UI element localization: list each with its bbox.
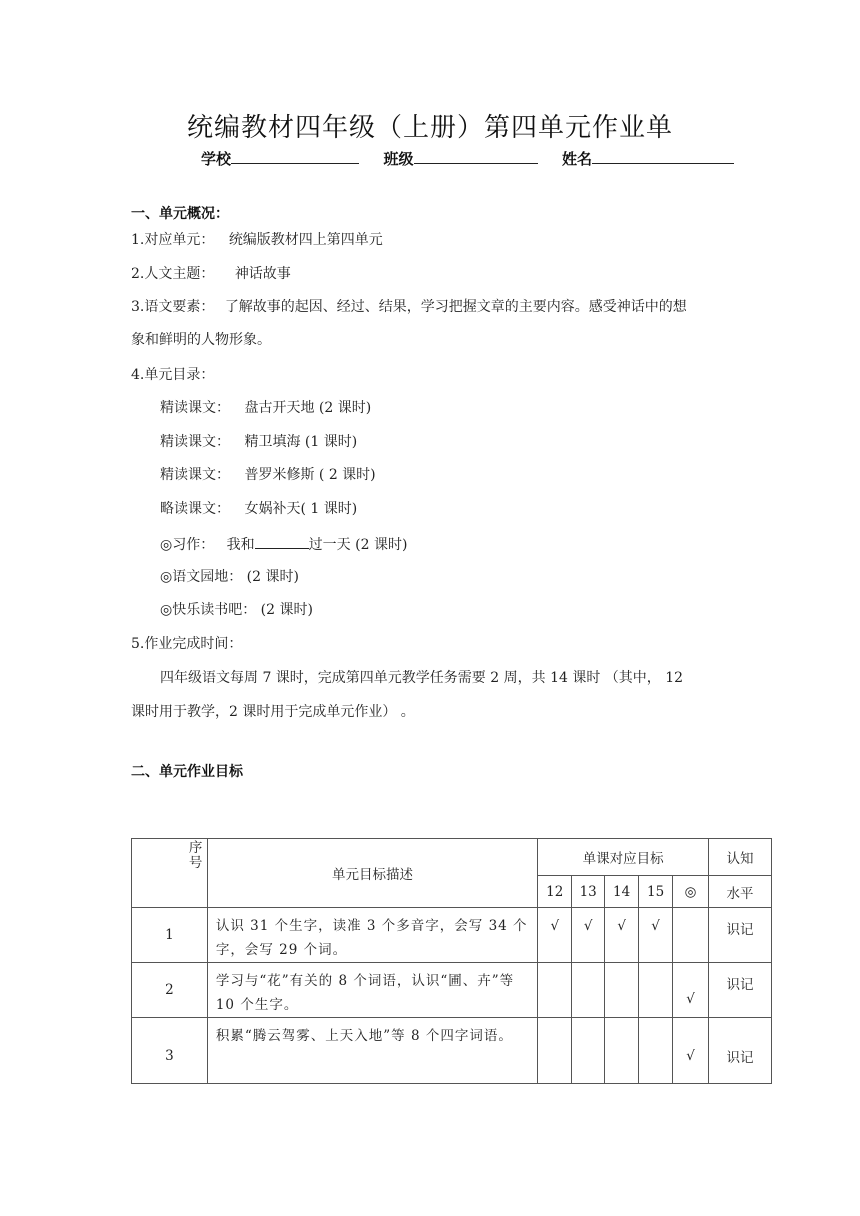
row-check	[673, 908, 709, 963]
class-label: 班级	[383, 150, 414, 168]
class-blank[interactable]	[414, 149, 538, 164]
row-num: 3	[132, 1018, 208, 1084]
row-check	[538, 963, 572, 1018]
row-num: 1	[132, 908, 208, 963]
catalog-item	[160, 500, 357, 518]
row-check: √	[673, 1018, 709, 1084]
section2-heading: 二、单元作业目标	[131, 764, 243, 780]
row-level: 识记	[709, 1018, 772, 1084]
sub-header: 14	[605, 876, 639, 908]
row-check	[572, 963, 605, 1018]
section1-heading: 一、单元概况：	[131, 206, 229, 222]
row-check: √	[538, 908, 572, 963]
row-level: 识记	[709, 908, 772, 963]
table-row	[132, 1018, 772, 1084]
row-check: √	[673, 963, 709, 1018]
row-check: √	[639, 908, 673, 963]
goals-table	[131, 838, 772, 1084]
reading-item: ◎快乐读书吧： (2 课时)	[160, 602, 313, 618]
table-row	[132, 963, 772, 1018]
row-check	[605, 963, 639, 1018]
name-label: 姓名	[561, 150, 592, 168]
row-level: 识记	[709, 963, 772, 1018]
catalog-type: 精读课文：	[160, 434, 230, 450]
elements-item	[131, 298, 687, 316]
time-line2: 课时用于教学，2 课时用于完成单元作业） 。	[131, 704, 415, 720]
row-check	[572, 1018, 605, 1084]
row-check	[538, 1018, 572, 1084]
desc-header: 单元目标描述	[207, 839, 537, 908]
unit-value: 统编版教材四上第四单元	[228, 232, 383, 248]
row-check	[639, 963, 673, 1018]
catalog-item	[160, 433, 357, 451]
elements-value-line1: 了解故事的起因、经过、结果，学习把握文章的主要内容。感受神话中的想	[224, 299, 687, 315]
catalog-title: 盘古开天地 (2 课时)	[244, 400, 372, 416]
elements-label: 3.语文要素：	[131, 299, 215, 315]
row-desc: 认识 31 个生字，读准 3 个多音字，会写 34 个字，会写 29 个词。	[207, 908, 537, 963]
row-desc: 学习与“花”有关的 8 个词语，认识“圃、卉”等 10 个生字。	[207, 963, 537, 1018]
name-blank[interactable]	[592, 149, 734, 164]
unit-item	[131, 231, 383, 249]
sub-header: 15	[639, 876, 673, 908]
table-row	[132, 908, 772, 963]
time-label: 5.作业完成时间：	[131, 636, 243, 652]
table-header-row	[132, 839, 772, 876]
row-check	[605, 1018, 639, 1084]
theme-value: 神话故事	[234, 266, 291, 282]
writing-post: 过一天 (2 课时)	[308, 537, 408, 553]
row-check	[639, 1018, 673, 1084]
catalog-type: 略读课文：	[160, 501, 230, 517]
student-info-fields	[201, 148, 734, 169]
seq-header: 序号	[188, 840, 203, 871]
catalog-title: 精卫填海 (1 课时)	[244, 434, 358, 450]
catalog-type: 精读课文：	[160, 467, 230, 483]
school-label: 学校	[201, 150, 232, 168]
sub-header: 13	[572, 876, 605, 908]
row-desc: 积累“腾云驾雾、上天入地”等 8 个四字词语。	[207, 1018, 537, 1084]
writing-item	[160, 534, 407, 554]
unit-label: 1.对应单元：	[131, 232, 215, 248]
catalog-item	[160, 399, 371, 417]
time-line1: 四年级语文每周 7 课时，完成第四单元教学任务需要 2 周，共 14 课时 （其中， 12	[160, 670, 684, 686]
row-check: √	[605, 908, 639, 963]
theme-item	[131, 265, 291, 283]
writing-pre: 我和	[226, 537, 255, 553]
theme-label: 2.人文主题：	[131, 266, 215, 282]
level-header-2: 水平	[709, 876, 772, 908]
catalog-title: 普罗米修斯 ( 2 课时)	[244, 467, 376, 483]
seq-header-cell	[132, 839, 208, 908]
catalog-item	[160, 466, 376, 484]
sub-header: 12	[538, 876, 572, 908]
garden-item: ◎语文园地： (2 课时)	[160, 569, 299, 585]
school-blank[interactable]	[231, 149, 359, 164]
writing-blank	[255, 534, 309, 549]
catalog-type: 精读课文：	[160, 400, 230, 416]
catalog-title: 女娲补天( 1 课时)	[244, 501, 358, 517]
level-header-1: 认知	[709, 839, 772, 876]
writing-label: ◎习作：	[160, 537, 215, 553]
catalog-label: 4.单元目录：	[131, 367, 215, 383]
elements-value-line2: 象和鲜明的人物形象。	[131, 332, 271, 348]
document-title: 统编教材四年级（上册）第四单元作业单	[186, 113, 673, 143]
row-check: √	[572, 908, 605, 963]
sub-header: ◎	[673, 876, 709, 908]
targets-header: 单课对应目标	[538, 839, 709, 876]
row-num: 2	[132, 963, 208, 1018]
